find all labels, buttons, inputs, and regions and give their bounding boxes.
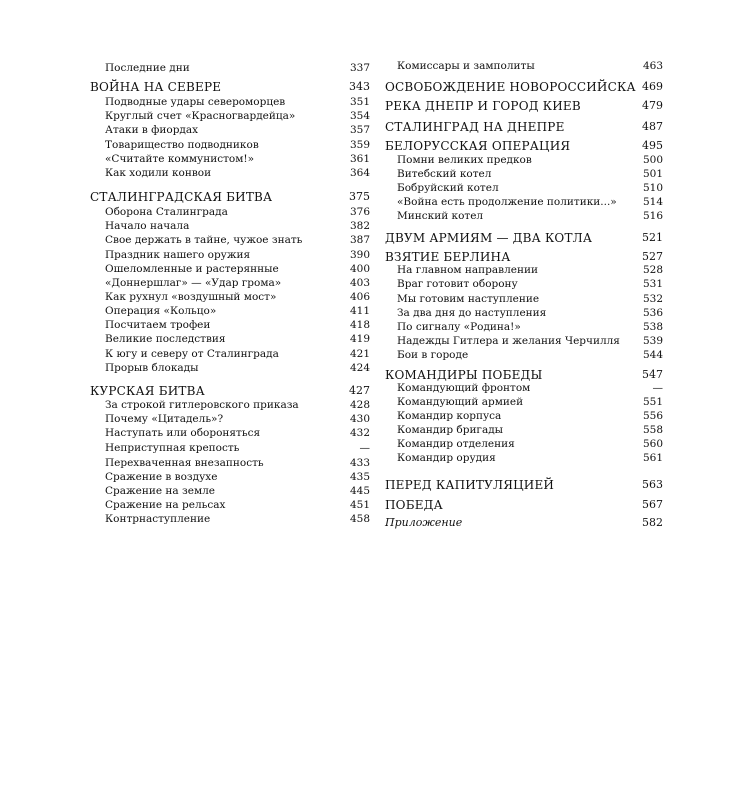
toc-entry-title: ВЗЯТИЕ БЕРЛИНА — [385, 250, 511, 264]
toc-entry-title: Командующий армией — [397, 396, 524, 408]
toc-entry-title: Прорыв блокады — [105, 362, 199, 374]
toc-entry-title: Неприступная крепость — [105, 442, 240, 454]
toc-entry-page: 527 — [642, 250, 663, 263]
toc-entry-page: 479 — [642, 99, 663, 112]
toc-entry-page: 387 — [349, 234, 370, 246]
toc-entry-title: Атаки в фиордах — [105, 124, 199, 136]
toc-entry-title: Подводные удары североморцев — [105, 96, 286, 108]
toc-entry-title: Наступать или обороняться — [105, 427, 261, 439]
toc-entry-page: 551 — [642, 396, 663, 408]
toc-entry-title: Командир корпуса — [397, 410, 502, 422]
toc-entry-page: 560 — [642, 438, 663, 450]
toc-entry-title: КОМАНДИРЫ ПОБЕДЫ — [385, 368, 543, 382]
toc-entry-title: «Доннершлаг» — «Удар грома» — [105, 277, 282, 289]
toc-entry-page: 563 — [642, 478, 663, 491]
toc-entry-page: 531 — [642, 278, 663, 290]
toc-entry-title: ВОЙНА НА СЕВЕРЕ — [90, 80, 222, 94]
toc-entry-page: 432 — [349, 427, 370, 439]
toc-entry-page: 357 — [349, 124, 370, 136]
toc-entry-page: 510 — [642, 182, 663, 194]
toc-entry-title: БЕЛОРУССКАЯ ОПЕРАЦИЯ — [385, 139, 571, 153]
toc-entry-title: Приложение — [385, 516, 463, 529]
toc-entry-title: СТАЛИНГРАД НА ДНЕПРЕ — [385, 120, 565, 134]
toc-entry-title: Командир бригады — [397, 424, 504, 436]
toc-entry-page: 463 — [642, 60, 663, 72]
toc-entry-page: 544 — [642, 349, 663, 361]
toc-entry-page: 337 — [349, 62, 370, 74]
toc-entry-page: 359 — [349, 139, 370, 151]
toc-entry-title: Контрнаступление — [105, 513, 211, 525]
toc-entry-title: Сражение в воздухе — [105, 471, 218, 483]
toc-entry-page: 351 — [349, 96, 370, 108]
toc-entry-title: СТАЛИНГРАДСКАЯ БИТВА — [90, 190, 273, 204]
toc-entry-page: 501 — [642, 168, 663, 180]
toc-entry-page: 390 — [349, 249, 370, 261]
toc-entry-title: Командир орудия — [397, 452, 496, 464]
toc-entry-page: 445 — [349, 485, 370, 497]
toc-entry-page: 424 — [349, 362, 370, 374]
toc-entry-title: Праздник нашего оружия — [105, 249, 251, 261]
toc-entry-title: Операция «Кольцо» — [105, 305, 217, 317]
toc-entry-title: ПЕРЕД КАПИТУЛЯЦИЕЙ — [385, 478, 555, 492]
toc-entry-title: Командир отделения — [397, 438, 515, 450]
toc-entry-page: 418 — [349, 319, 370, 331]
toc-entry-title: Бои в городе — [397, 349, 469, 361]
toc-entry-title: Как рухнул «воздушный мост» — [105, 291, 277, 303]
toc-entry-title: За два дня до наступления — [397, 307, 547, 319]
toc-entry-page: 435 — [349, 471, 370, 483]
toc-entry-title: ПОБЕДА — [385, 498, 443, 512]
toc-entry-title: Комиссары и замполиты — [397, 60, 535, 72]
toc-entry-title: По сигналу «Родина!» — [397, 321, 521, 333]
toc-entry-page: 376 — [349, 206, 370, 218]
toc-entry-page: 382 — [349, 220, 370, 232]
toc-entry-page: 430 — [349, 413, 370, 425]
toc-entry-title: Свое держать в тайне, чужое знать — [105, 234, 303, 246]
toc-entry-page: 567 — [642, 498, 663, 511]
toc-entry-page: 521 — [642, 231, 663, 244]
toc-entry-title: Мы готовим наступление — [397, 293, 540, 305]
toc-entry-page: 361 — [349, 153, 370, 165]
toc-entry-title: Посчитаем трофеи — [105, 319, 211, 331]
toc-entry-title: Товарищество подводников — [105, 139, 259, 151]
toc-entry-title: КУРСКАЯ БИТВА — [90, 384, 205, 398]
toc-entry-page: 516 — [642, 210, 663, 222]
toc-entry-page: 514 — [642, 196, 663, 208]
toc-entry-title: ОСВОБОЖДЕНИЕ НОВОРОССИЙСКА — [385, 80, 636, 94]
toc-entry-title: Перехваченная внезапность — [105, 457, 264, 469]
toc-entry-title: Бобруйский котел — [397, 182, 499, 194]
toc-entry-title: Сражение на рельсах — [105, 499, 226, 511]
toc-entry-page: 427 — [349, 384, 370, 397]
toc-entry-title: Как ходили конвои — [105, 167, 212, 179]
toc-entry-title: Ошеломленные и растерянные — [105, 263, 279, 275]
toc-entry-title: Начало начала — [105, 220, 190, 232]
toc-entry-title: Оборона Сталинграда — [105, 206, 228, 218]
toc-entry-title: Круглый счет «Красногвардейца» — [105, 110, 296, 122]
toc-entry-page: 343 — [349, 80, 370, 93]
toc-entry-title: Минский котел — [397, 210, 484, 222]
toc-entry-page: 433 — [349, 457, 370, 469]
toc-entry-page: 428 — [349, 399, 370, 411]
toc-entry-page: 532 — [642, 293, 663, 305]
toc-entry-page: 354 — [349, 110, 370, 122]
toc-entry-page: 403 — [349, 277, 370, 289]
toc-entry-page: 421 — [349, 348, 370, 360]
toc-entry-page: — — [359, 442, 370, 454]
toc-entry-page: 582 — [642, 516, 663, 529]
toc-entry-title: Командующий фронтом — [397, 382, 531, 394]
toc-entry-page: 500 — [642, 154, 663, 166]
toc-entry-page: 411 — [349, 305, 370, 317]
toc-entry-page: 419 — [349, 333, 370, 345]
toc-entry-page: 406 — [349, 291, 370, 303]
toc-entry-page: 539 — [642, 335, 663, 347]
toc-entry-page: 495 — [642, 139, 663, 152]
toc-entry-title: Почему «Цитадель»? — [105, 413, 224, 425]
toc-entry-title: «Считайте коммунистом!» — [105, 153, 255, 165]
toc-entry-page: 561 — [642, 452, 663, 464]
toc-entry-title: За строкой гитлеровского приказа — [105, 399, 299, 411]
toc-entry-page: 451 — [349, 499, 370, 511]
toc-entry-page: 558 — [642, 424, 663, 436]
toc-entry-title: Помни великих предков — [397, 154, 532, 166]
toc-entry-page: 487 — [642, 120, 663, 133]
toc-entry-title: Последние дни — [105, 62, 190, 74]
toc-entry-title: Витебский котел — [397, 168, 492, 180]
toc-entry-title: Сражение на земле — [105, 485, 216, 497]
toc-entry-title: Враг готовит оборону — [397, 278, 518, 290]
toc-entry-title: Великие последствия — [105, 333, 226, 345]
toc-entry-page: 375 — [349, 190, 370, 203]
toc-entry-page: 469 — [642, 80, 663, 93]
toc-entry-page: — — [652, 382, 663, 394]
toc-entry-title: К югу и северу от Сталинграда — [105, 348, 279, 360]
toc-entry-title: РЕКА ДНЕПР И ГОРОД КИЕВ — [385, 99, 581, 113]
toc-entry-title: Надежды Гитлера и желания Черчилля — [397, 335, 620, 347]
toc-entry-page: 400 — [349, 263, 370, 275]
toc-entry-title: ДВУМ АРМИЯМ — ДВА КОТЛА — [385, 231, 593, 245]
toc-entry-page: 556 — [642, 410, 663, 422]
toc-entry-title: «Война есть продолжение политики...» — [397, 196, 617, 208]
toc-entry-title: На главном направлении — [397, 264, 538, 276]
toc-entry-page: 538 — [642, 321, 663, 333]
toc-entry-page: 458 — [349, 513, 370, 525]
toc-entry-page: 528 — [642, 264, 663, 276]
toc-entry-page: 547 — [642, 368, 663, 381]
toc-entry-page: 536 — [642, 307, 663, 319]
toc-entry-page: 364 — [349, 167, 370, 179]
